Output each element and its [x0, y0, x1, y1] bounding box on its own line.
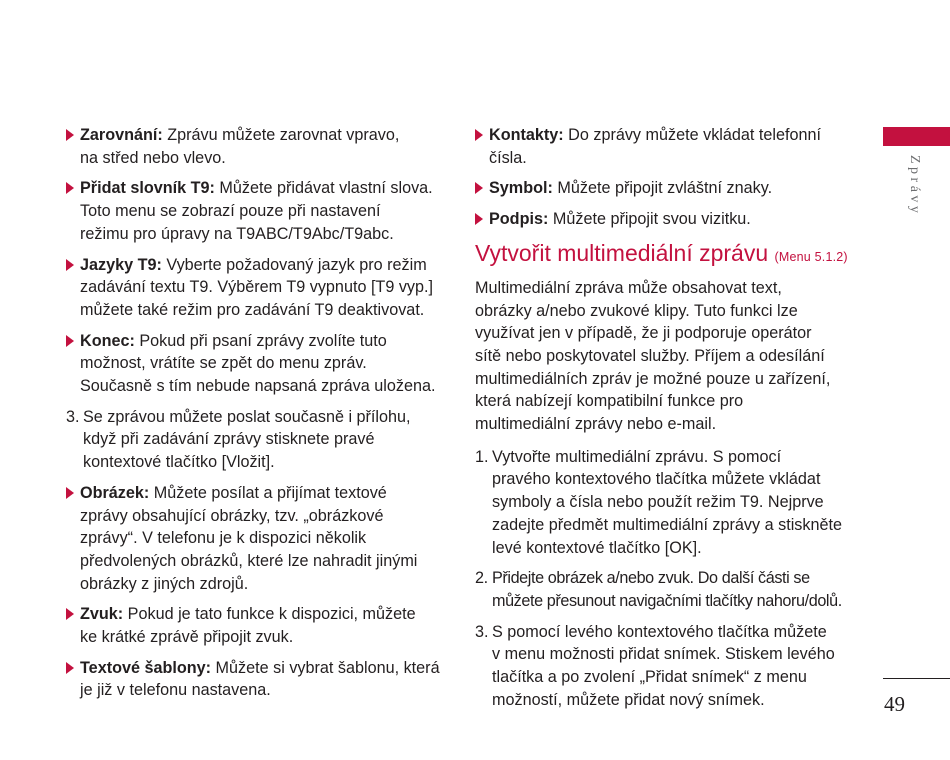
- item-term: Přidat slovník T9:: [80, 179, 215, 198]
- paragraph-line: sítě nebo poskytovatel služby. Příjem a odesílání: [475, 346, 825, 365]
- item-text: když při zadávání zprávy stisknete pravé: [83, 430, 375, 449]
- bullet-item-contacts: [475, 124, 860, 169]
- paragraph-line: Multimediální zpráva může obsahovat text,: [475, 278, 782, 297]
- item-term: Zvuk:: [80, 605, 124, 624]
- item-text: levé kontextové tlačítko [OK].: [492, 538, 702, 557]
- bullet-triangle-icon: [475, 213, 483, 225]
- item-text: Se zprávou můžete poslat současně i přílohu,: [83, 407, 411, 426]
- page-number: 49: [884, 692, 905, 716]
- paragraph-line: multimediální zprávy nebo e-mail.: [475, 415, 717, 434]
- item-text: Pokud je tato funkce k dispozici, můžete: [123, 605, 416, 624]
- item-term: Textové šablony:: [80, 658, 212, 677]
- step-number: 2.: [475, 569, 488, 588]
- item-text: kontextové tlačítko [Vložit].: [83, 453, 275, 472]
- item-text: Vytvořte multimediální zprávu. S pomocí: [492, 447, 782, 466]
- bullet-triangle-icon: [66, 608, 74, 620]
- paragraph-line: obrázky a/nebo zvukové klipy. Tuto funkci lze: [475, 301, 798, 320]
- item-text: S pomocí levého kontextového tlačítka můžete: [492, 622, 827, 641]
- item-text: možnost, vrátíte se zpět do menu zpráv.: [80, 354, 367, 373]
- item-text: předvolených obrázků, které lze nahradit jinými: [80, 551, 418, 570]
- section-heading: [475, 239, 860, 271]
- item-term: Kontakty:: [489, 126, 564, 144]
- bullet-item-text-templates: [66, 657, 446, 702]
- item-text: zprávy obsahující obrázky, tzv. „obrázkové: [80, 506, 384, 525]
- bullet-triangle-icon: [66, 182, 74, 194]
- item-text: pravého kontextového tlačítka můžete vkládat: [492, 470, 821, 489]
- item-text: obrázky z jiných zdrojů.: [80, 574, 249, 593]
- step-number: 3.: [66, 407, 80, 426]
- bullet-triangle-icon: [66, 335, 74, 347]
- item-text: můžete přesunout navigačními tlačítky nahoru/dolů.: [492, 591, 842, 610]
- item-text: Vyberte požadovaný jazyk pro režim: [161, 255, 427, 274]
- item-text: Do zprávy můžete vkládat telefonní: [563, 126, 821, 144]
- item-text: Můžete si vybrat šablonu, která: [211, 658, 440, 677]
- bullet-triangle-icon: [66, 129, 74, 141]
- item-text: můžete také režim pro zadávání T9 deaktivovat.: [80, 300, 425, 319]
- left-column: [66, 124, 446, 710]
- item-text: Přidejte obrázek a/nebo zvuk. Do další části se: [492, 569, 810, 588]
- bullet-item-symbol: [475, 177, 860, 200]
- item-text: zadávání textu T9. Výběrem T9 vypnuto [T9 vyp.]: [80, 278, 434, 297]
- item-text: symboly a čísla nebo použít režim T9. Nejprve: [492, 493, 824, 512]
- item-text: možností, můžete přidat nový snímek.: [492, 690, 765, 709]
- item-text: je již v telefonu nastavena.: [80, 681, 271, 700]
- item-text: Pokud při psaní zprávy zvolíte tuto: [134, 331, 387, 350]
- section-label: Zprávy: [907, 155, 922, 217]
- numbered-step-1: [475, 446, 860, 560]
- item-text: Toto menu se zobrazí pouze při nastavení: [80, 202, 381, 221]
- item-text: zprávy“. V telefonu je k dispozici několik: [80, 529, 367, 548]
- item-text: Můžete přidávat vlastní slova.: [214, 179, 433, 198]
- bullet-triangle-icon: [66, 259, 74, 271]
- item-text: Můžete posílat a přijímat textové: [149, 483, 387, 502]
- bullet-item-exit: [66, 330, 446, 398]
- paragraph-line: multimediálních zpráv je možné pouze u zařízení,: [475, 369, 831, 388]
- item-term: Symbol:: [489, 179, 553, 198]
- item-term: Konec:: [80, 331, 135, 350]
- item-text: Můžete připojit svou vizitku.: [548, 210, 751, 229]
- page-number-rule: [883, 678, 950, 679]
- right-column: [475, 124, 860, 719]
- numbered-step-3: [475, 621, 860, 712]
- paragraph-line: využívat jen v případě, že ji podporuje operátor: [475, 324, 812, 343]
- item-text: režimu pro úpravy na T9ABC/T9Abc/T9abc.: [80, 224, 394, 243]
- item-text: na střed nebo vlevo.: [80, 148, 226, 167]
- bullet-triangle-icon: [66, 487, 74, 499]
- bullet-item-alignment: [66, 124, 446, 169]
- bullet-triangle-icon: [66, 662, 74, 674]
- bullet-item-signature: [475, 208, 860, 231]
- item-text: zadejte předmět multimediální zprávy a stiskněte: [492, 515, 842, 534]
- side-tab-bar: [883, 127, 950, 146]
- bullet-item-picture: [66, 482, 446, 596]
- item-text: v menu možnosti přidat snímek. Stiskem levého: [492, 645, 835, 664]
- paragraph-line: která nabízejí kompatibilní funkce pro: [475, 392, 744, 411]
- item-text: ke krátké zprávě připojit zvuk.: [80, 628, 294, 647]
- item-term: Jazyky T9:: [80, 255, 162, 274]
- bullet-item-sound: [66, 603, 446, 648]
- step-number: 1.: [475, 447, 489, 466]
- heading-menu-ref: (Menu 5.1.2): [774, 249, 848, 264]
- heading-title: Vytvořit multimediální zprávu: [475, 239, 769, 266]
- item-text: Současně s tím nebude napsaná zpráva uložena.: [80, 377, 436, 396]
- item-term: Podpis:: [489, 210, 549, 229]
- bullet-triangle-icon: [475, 182, 483, 194]
- step-number: 3.: [475, 622, 489, 641]
- numbered-step-2: [475, 567, 860, 612]
- item-text: Můžete připojit zvláštní znaky.: [552, 179, 773, 198]
- item-text: tlačítka a po zvolení „Přidat snímek“ z menu: [492, 668, 807, 687]
- bullet-item-add-dictionary: [66, 177, 446, 245]
- bullet-triangle-icon: [475, 129, 483, 141]
- item-term: Obrázek:: [80, 483, 150, 502]
- item-term: Zarovnání:: [80, 126, 163, 144]
- intro-paragraph: [475, 277, 860, 436]
- bullet-item-t9-languages: [66, 254, 446, 322]
- item-text: čísla.: [489, 148, 527, 167]
- item-text: Zprávu můžete zarovnat vpravo,: [162, 126, 400, 144]
- numbered-step-attachment: [66, 406, 446, 474]
